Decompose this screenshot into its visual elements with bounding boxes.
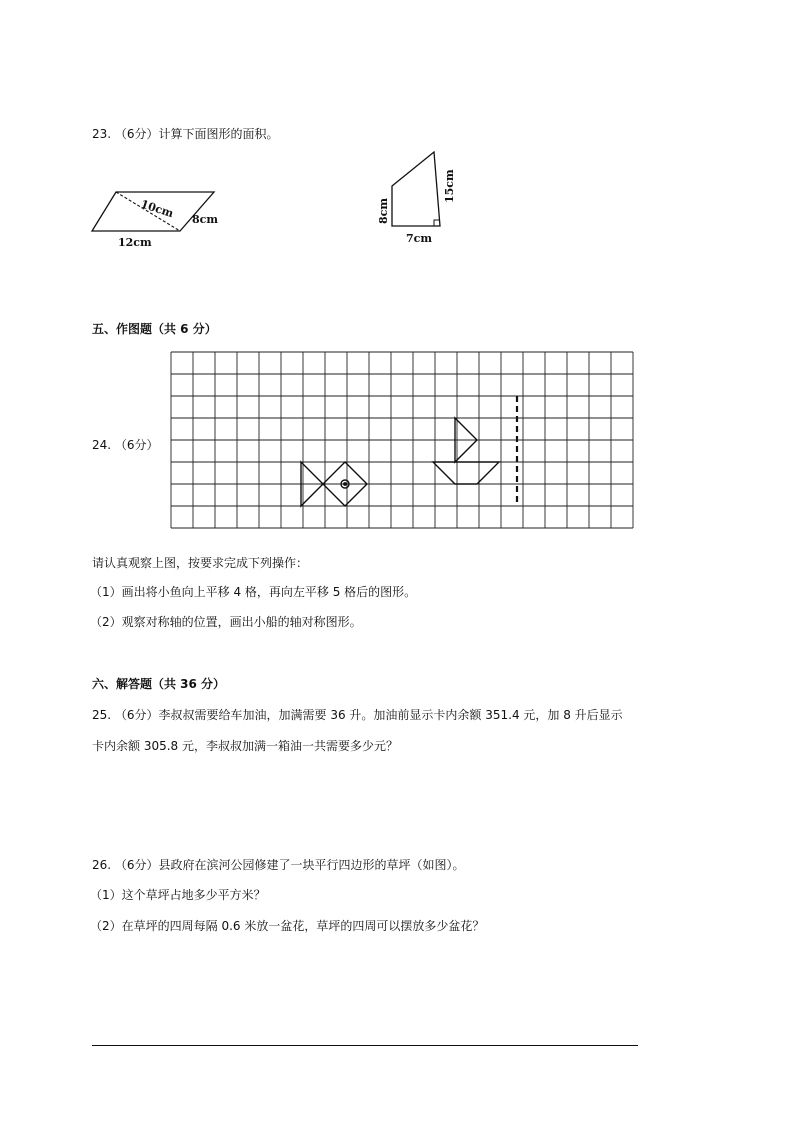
q23-text: 23. （6分）计算下面图形的面积。	[92, 127, 279, 141]
grid-figure	[170, 352, 630, 532]
q26-line1: 26. （6分）县政府在滨河公园修建了一块平行四边形的草坪（如图）。	[92, 858, 465, 872]
q25-line2: 卡内余额 305.8 元，李叔叔加满一箱油一共需要多少元？	[92, 739, 398, 753]
q24-item2: （2）观察对称轴的位置，画出小船的轴对称图形。	[90, 615, 362, 629]
parallelogram-base-label: 12cm	[118, 236, 152, 249]
q26-item2: （2）在草坪的四周每隔 0.6 米放一盆花，草坪的四周可以摆放多少盆花？	[90, 919, 485, 933]
section6-heading: 六、解答题（共 36 分）	[92, 677, 226, 691]
trapezoid-figure	[374, 148, 464, 248]
section5-heading: 五、作图题（共 6 分）	[92, 322, 217, 336]
parallelogram-figure	[88, 185, 228, 255]
q25-line1: 25. （6分）李叔叔需要给车加油，加满需要 36 升。加油前显示卡内余额 351.4 元，加 8 升后显示	[92, 708, 623, 722]
trapezoid-right-label: 15cm	[443, 169, 456, 203]
q24-label: 24. （6分）	[92, 438, 159, 452]
trapezoid-left-label: 8cm	[377, 198, 390, 224]
parallelogram-diagonal-label: 10cm	[139, 197, 176, 221]
footer-rule	[92, 1045, 638, 1046]
square-grid	[171, 352, 633, 528]
q24-intro: 请认真观察上图，按要求完成下列操作：	[92, 556, 309, 570]
trapezoid-bottom-label: 7cm	[406, 232, 432, 245]
q24-item1: （1）画出将小鱼向上平移 4 格，再向左平移 5 格后的图形。	[90, 585, 417, 599]
parallelogram-side-label: 8cm	[192, 213, 218, 226]
boat-shape	[433, 418, 499, 484]
q26-item1: （1）这个草坪占地多少平方米？	[90, 888, 266, 902]
